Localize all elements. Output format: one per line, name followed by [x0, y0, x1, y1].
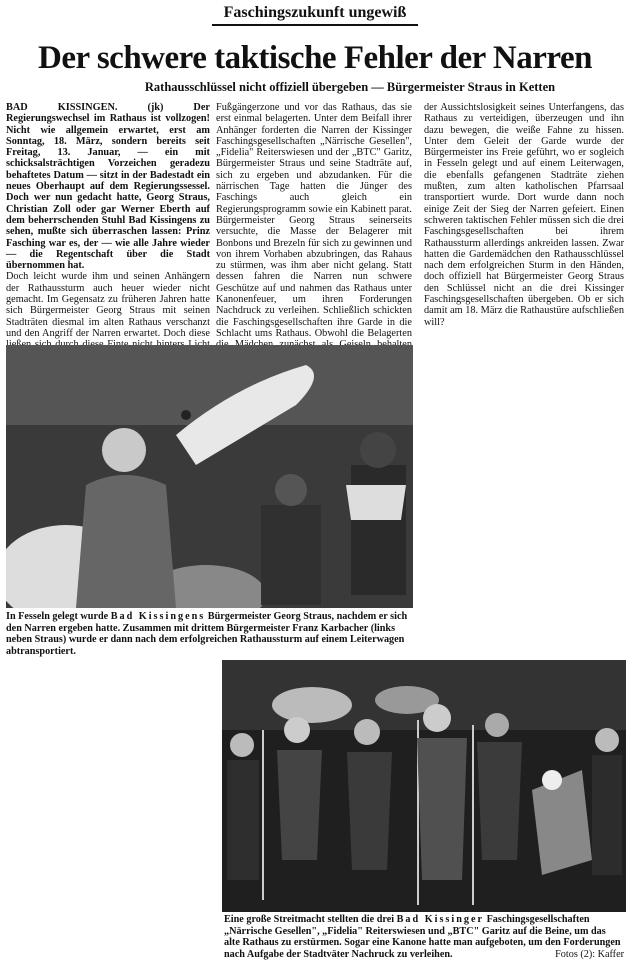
article-kicker: Faschingszukunft ungewiß: [212, 4, 418, 26]
photo-2-caption-lead: Eine große Streitmacht stellten die drei: [224, 914, 395, 925]
column-1-paragraph-2: Doch leicht wurde ihm und seinen Anhängern der Rathaussturm auch heuer wieder nicht gemacht. Im Gegensatz zu früheren Jahren hatte sich Bürgermeister Georg Straus mit seinen Stadträten diesmal im alten Rathaus verschanzt und den Angriff der Narren erwartet. Doch diese: [6, 271, 210, 339]
article-subheadline: Rathausschlüssel nicht offiziell übergeben — Bürgermeister Straus in Ketten: [144, 80, 556, 94]
photo-1-caption: [6, 611, 411, 657]
photo-1-caption-lead: In Fesseln gelegt wurde: [6, 611, 109, 622]
photo-2-caption-text: Faschingsgesellschaften „Närrische Gesellen", „Fidelia" Reiterswiesen und „BTC" Garitz auf die Beine, um das alte Rathaus zu erstürmen. Sogar eine Kanone hatte man aufgeboten, um den Forderungen nach Aufgabe der Stadtväter Nachruck zu verleihen.: [224, 914, 621, 960]
photo-mayor-in-chains: [6, 345, 413, 608]
photo-2-caption-city: Bad Kissinger: [396, 914, 485, 925]
photo-carnival-troops: [222, 660, 626, 912]
article-column-2: Fußgängerzone und vor das Rathaus, das sie erst einmal belagerten. Unter dem Beifall ihrer Anhänger forderten die Narren der Kissinger Faschingsgesellschaften „Närrische Gesellen", „Fidelia" Reiterswiesen und der „BTC" Garitz, Bürgermeister Straus und seine Stadträte auf, sich zu ergeben und abzudanken. Für die närrischen Tage hatten die Jünger des Faschings auch gleich ein Regierungsprogramm sowie ein Kabinett parat. Bürgermeister Georg Straus seinerseits versuchte, die Masse der Belagerer mit Bonbons und Brezeln für sich zu gewinnen und von ihrem Vorhaben abzubringen, das Rahaus zu stürmen, was ihm aber nicht gelang. Statt dessen fahren die Narren nun schwere Geschütze auf und nahmen das Rathaus unter Kanonenfeuer, um ihren Forderungen Nachdruck zu verleihen. Schließlich schickten die Faschingsgesellschaften ihre Garde in die Schlacht ums Rathaus. Obwohl die Belagerten: [216, 102, 412, 339]
photo-2-caption: [224, 914, 624, 960]
article-headline: Der schwere taktische Fehler der Narren: [38, 40, 592, 76]
article-column-1: [6, 102, 210, 373]
article-column-3: der Aussichtslosigkeit seines Unterfangens, das Rathaus zu verteidigen, überzeugen und ihn dazu bewegen, die weiße Fahne zu hissen. Unter dem Geleit der Garde wurde der Bürgermeister ins Freie geführt, wo er sogleich in Fesseln gelegt und auf einem Leiterwagen, die ebenfalls gefangenen Stadträte ziehen mußten, zum alten katholischen Pfarrsaal transportiert wurde. Dort wurde dann noch einige Zeit der Sieg der Narren gefeiert. Einen schweren taktischen Fehler müssen sich die drei Faschingsgesellschaften bei ihrem Rathaussturm allerdings ankreiden lassen. Zwar hatten die Gardemädchen den Rathausschlüssel nach dem erfolgreichen Sturm in den Händen, doch offiziell hat Bürgermeister Georg Straus den Schlüssel nicht an die drei Kissinger Faschingsgesellschaften übergeben. Ob er sich damit am 18. März die Rathaustüre aufschließen will?: [424, 102, 624, 328]
column-1-paragraph-1: BAD KISSINGEN. (jk) Der Regierungswechsel im Rathaus ist vollzogen! Nicht wie allgemein erwartet, erst am Sonntag, 18. März, sondern bereits seit Freitag, 13. Januar, — ein mit schicksalsträchtigen Vorzeichen geradezu behaftetes Datum — sitzt in der Badestadt ein neues Oberhaupt auf dem Regierungssessel. Doch wer nun gedacht hatte, Georg Straus, Christian Zoll oder gar Werner Eberth auf dem beherrschenden Stuhl Bad Kissingens zu sehen, mußte sich überraschen lassen: Prinz Fasching war es, der — wie alle Jahre wieder — die Regentschaft über die Stadt übernommen hat.: [6, 102, 210, 272]
photo-1-caption-city: Bad Kissingens: [110, 611, 206, 622]
photo-1-caption-text: Bürgermeister Georg Straus, nachdem er sich den Narren ergeben hatte. Zusammen mit drittem Bürgermeister Franz Karbacher (links neben Straus) wurde er dann nach dem erfolgreichen Rathaussturm auf einem Leiterwagen abtransportiert.: [6, 611, 408, 657]
photo-credit: Fotos (2): Kaffer: [555, 948, 624, 960]
